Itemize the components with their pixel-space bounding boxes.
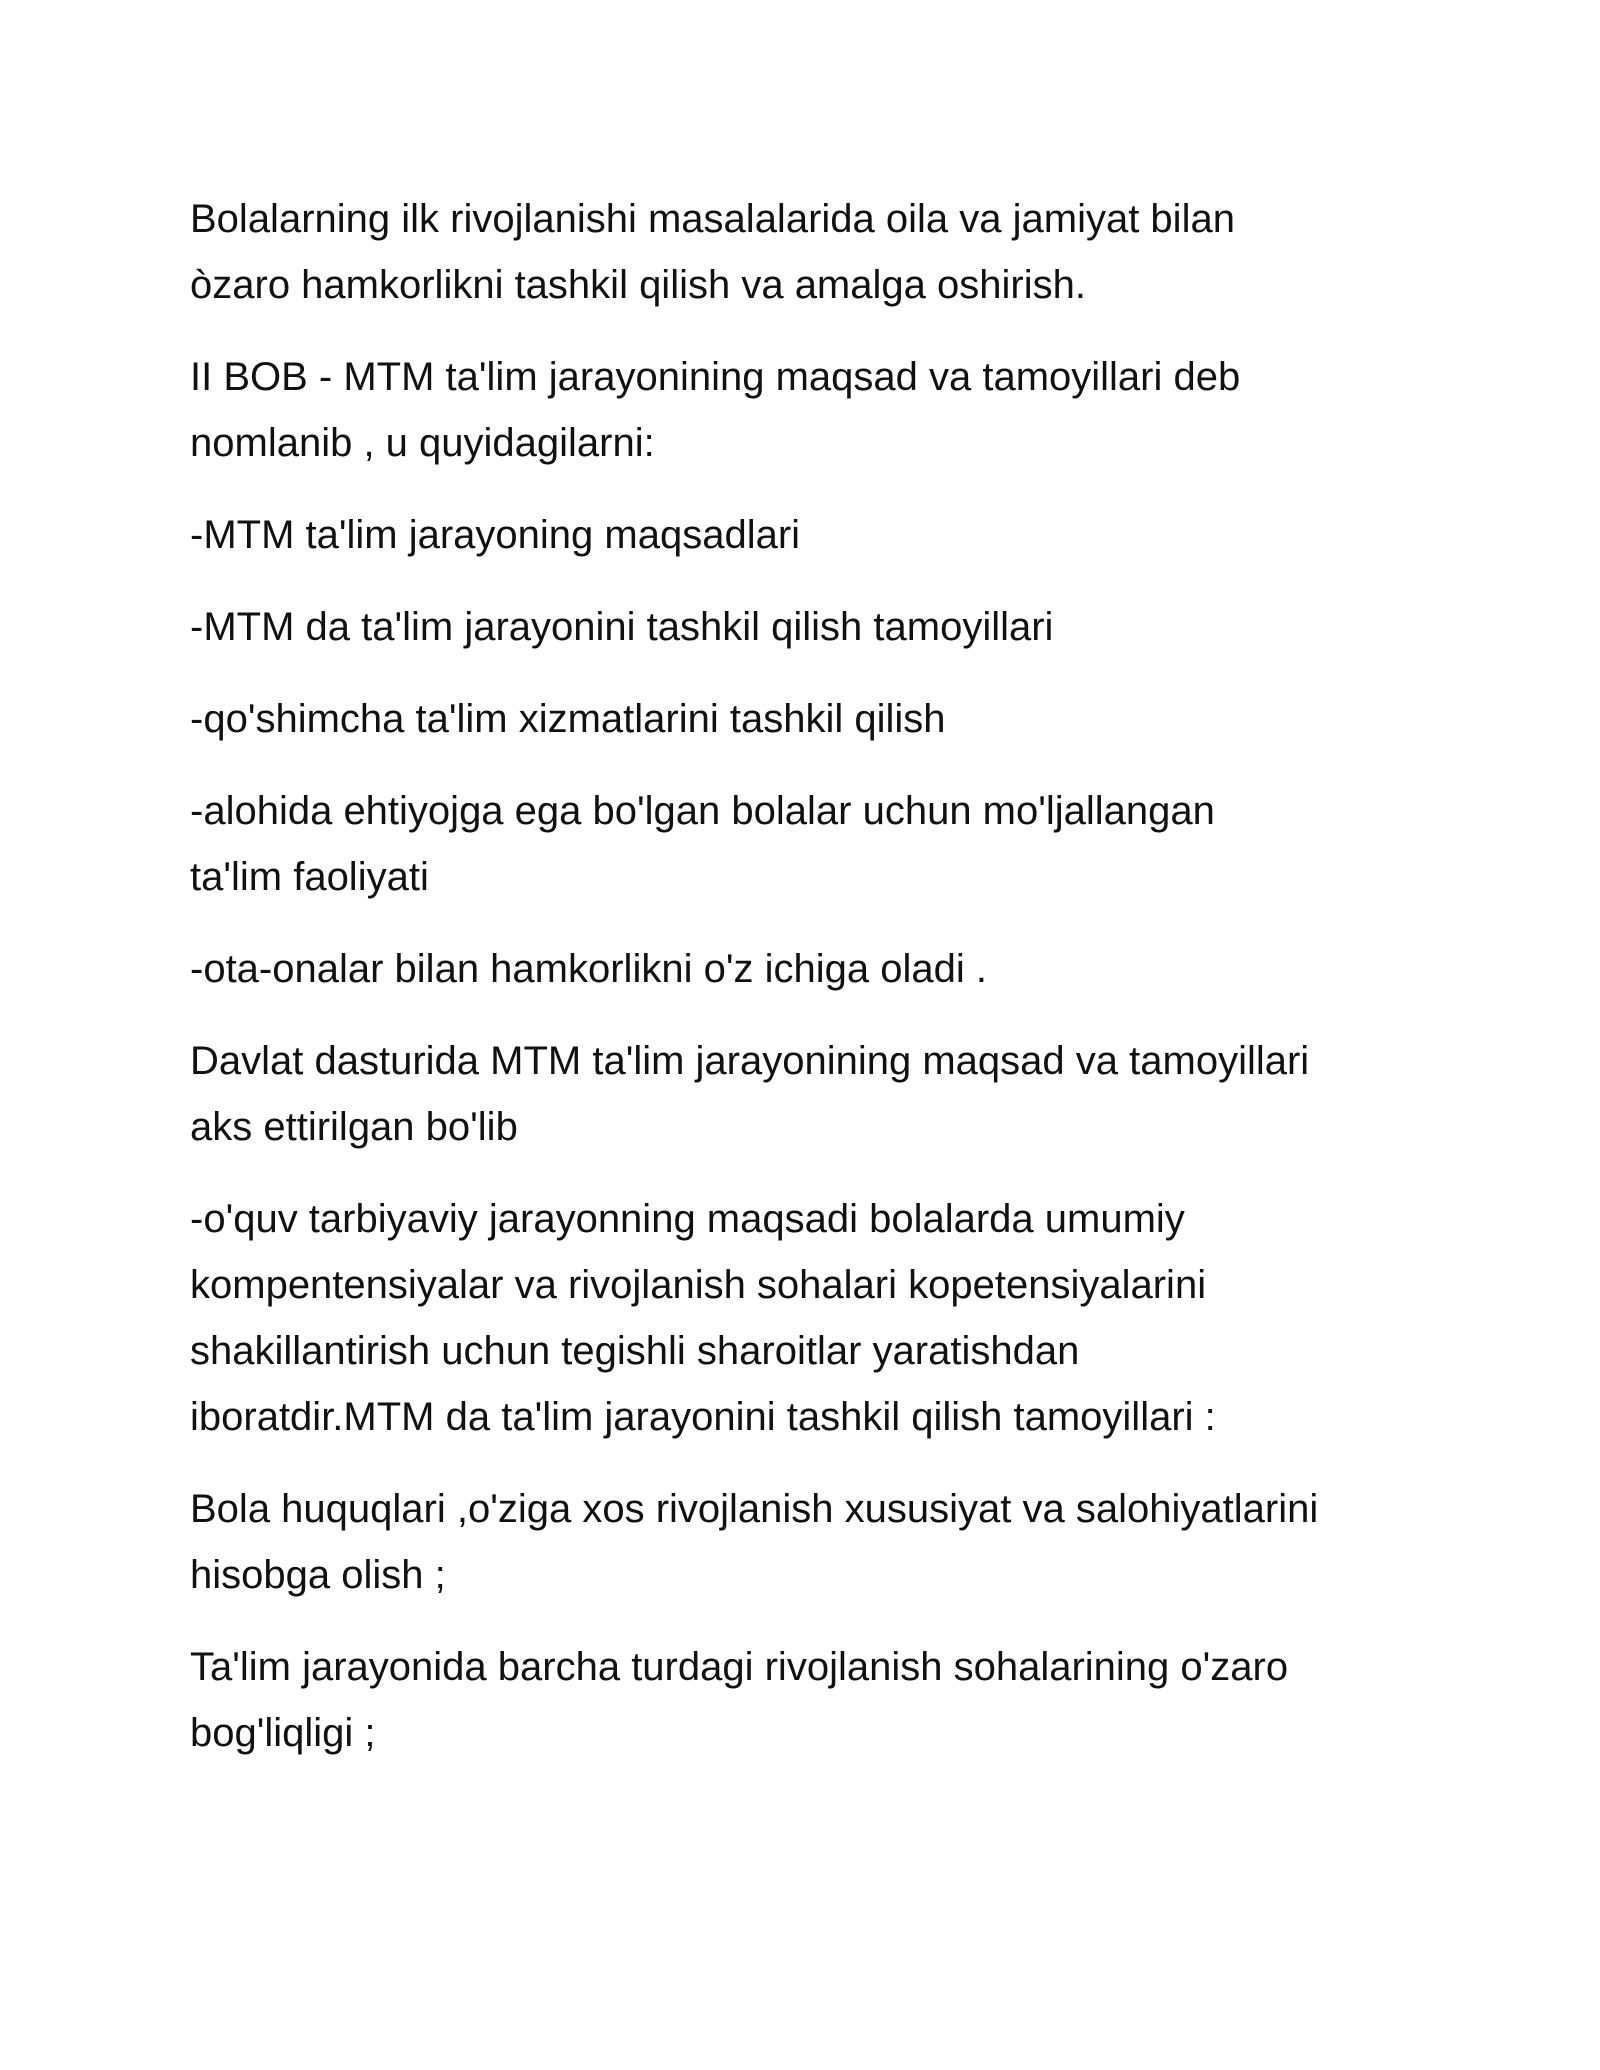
text-line: òzaro hamkorlikni tashkil qilish va amalga oshirish. bbox=[190, 263, 1086, 307]
text-line: -MTM da ta'lim jarayonini tashkil qilish tamoyillari bbox=[190, 605, 1054, 649]
text-line: Bola huquqlari ,o'ziga xos rivojlanish xususiyat va salohiyatlarini bbox=[190, 1487, 1319, 1531]
paragraph-principle bbox=[190, 1476, 1450, 1608]
text-line: II BOB - MTM ta'lim jarayonining maqsad va tamoyillari deb bbox=[190, 355, 1241, 399]
text-line: -alohida ehtiyojga ega bo'lgan bolalar uchun mo'ljallangan bbox=[190, 789, 1215, 833]
text-line: bog'liqligi ; bbox=[190, 1711, 376, 1755]
text-line: hisobga olish ; bbox=[190, 1553, 446, 1597]
text-line: Bolalarning ilk rivojlanishi masalalarida oila va jamiyat bilan bbox=[190, 197, 1235, 241]
paragraph-program bbox=[190, 1028, 1450, 1160]
text-line: nomlanib , u quyidagilarni: bbox=[190, 421, 655, 465]
paragraph-goal bbox=[190, 1186, 1450, 1450]
text-line: -o'quv tarbiyaviy jarayonning maqsadi bolalarda umumiy bbox=[190, 1197, 1185, 1241]
text-line: -MTM ta'lim jarayoning maqsadlari bbox=[190, 513, 801, 557]
text-line: Davlat dasturida MTM ta'lim jarayonining maqsad va tamoyillari bbox=[190, 1039, 1310, 1083]
list-item bbox=[190, 936, 1450, 1002]
list-item bbox=[190, 594, 1450, 660]
list-item bbox=[190, 686, 1450, 752]
paragraph-chapter-heading bbox=[190, 344, 1450, 476]
list-item bbox=[190, 778, 1450, 910]
document-body bbox=[190, 186, 1450, 1792]
list-item bbox=[190, 502, 1450, 568]
paragraph-principle bbox=[190, 1634, 1450, 1766]
text-line: Ta'lim jarayonida barcha turdagi rivojlanish sohalarining o'zaro bbox=[190, 1645, 1289, 1689]
text-line: -ota-onalar bilan hamkorlikni o'z ichiga oladi . bbox=[190, 947, 987, 991]
text-line: kompentensiyalar va rivojlanish sohalari kopetensiyalarini bbox=[190, 1263, 1207, 1307]
text-line: iboratdir.MTM da ta'lim jarayonini tashkil qilish tamoyillari : bbox=[190, 1395, 1216, 1439]
text-line: ta'lim faoliyati bbox=[190, 855, 429, 899]
paragraph-intro bbox=[190, 186, 1450, 318]
text-line: shakillantirish uchun tegishli sharoitlar yaratishdan bbox=[190, 1329, 1080, 1373]
text-line: aks ettirilgan bo'lib bbox=[190, 1105, 518, 1149]
text-line: -qo'shimcha ta'lim xizmatlarini tashkil qilish bbox=[190, 697, 946, 741]
